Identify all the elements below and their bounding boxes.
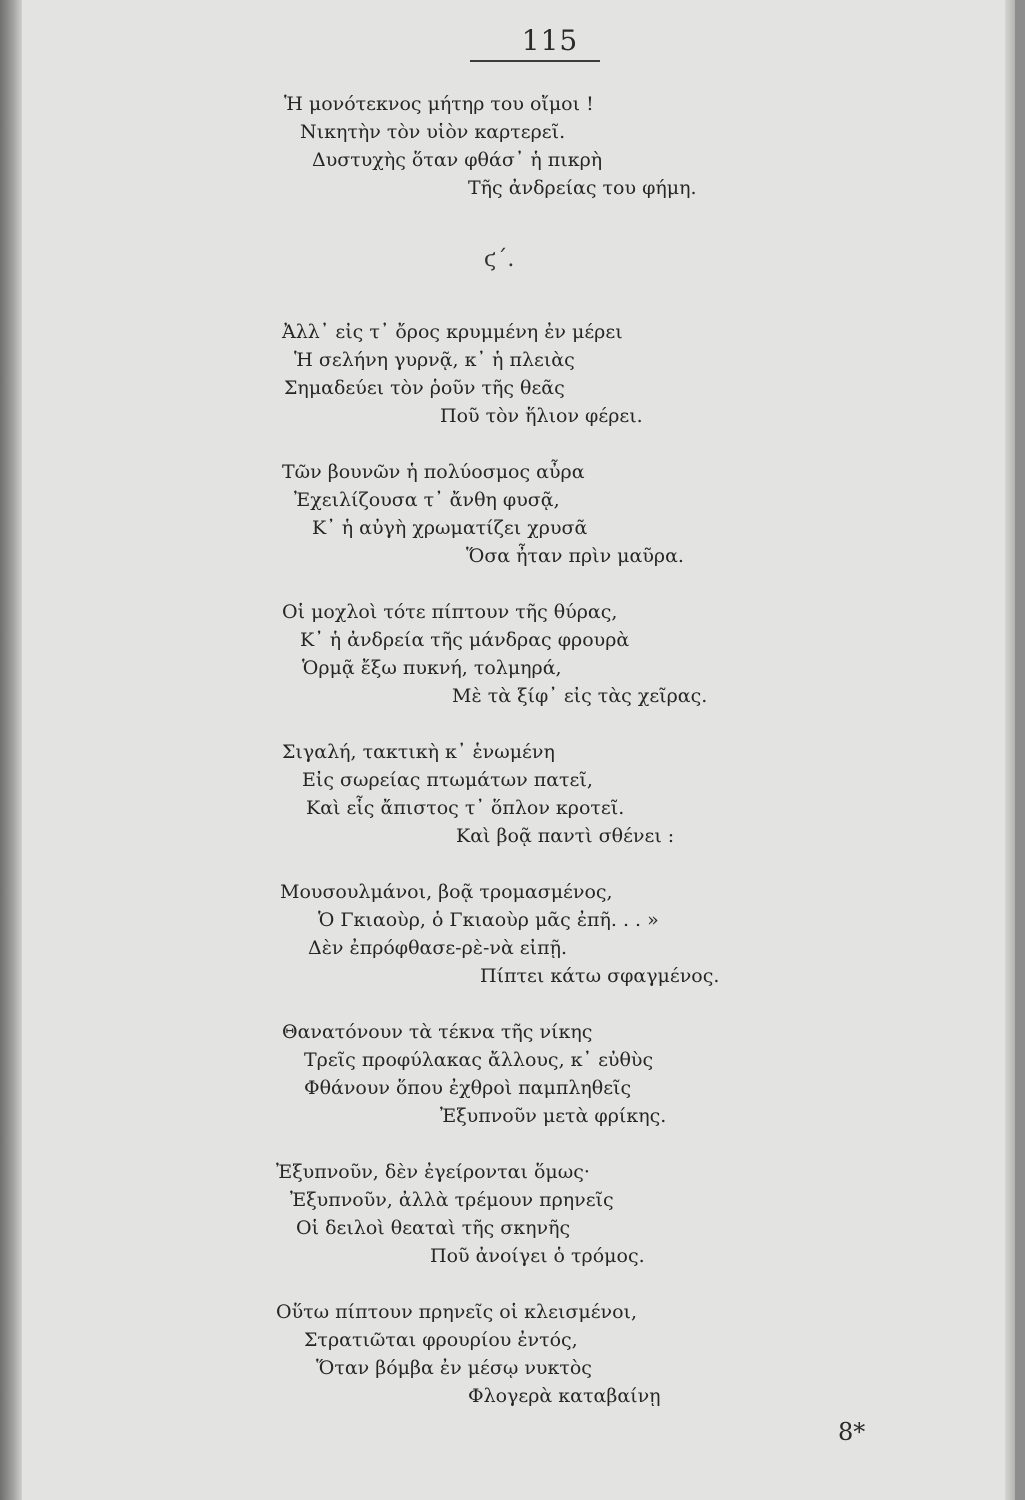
poem-line: Νικητὴν τὸν υἱὸν καρτερεῖ. <box>300 121 566 143</box>
poem-line: Καὶ εἷς ἄπιστος τ᾽ ὅπλον κροτεῖ. <box>306 797 625 819</box>
poem-line: Ποῦ ἀνοίγει ὁ τρόμος. <box>430 1245 645 1267</box>
section-numeral: ϛ΄. <box>484 247 515 272</box>
poem-line: Κ᾽ ἡ αὐγὴ χρωματίζει χρυσᾶ <box>312 517 588 539</box>
poem-line: Ἐξυπνοῦν, ἀλλὰ τρέμουν πρηνεῖς <box>290 1189 614 1211</box>
poem-line: Κ᾽ ἡ ἀνδρεία τῆς μάνδρας φρουρὰ <box>300 629 630 651</box>
poem-line: Ἀλλ᾽ εἰς τ᾽ ὄρος κρυμμένη ἐν μέρει <box>282 321 623 343</box>
poem-line: Δυστυχὴς ὅταν φθάσ᾽ ἡ πικρὴ <box>312 149 603 171</box>
poem-line: Εἰς σωρείας πτωμάτων πατεῖ, <box>302 769 593 791</box>
poem-line: Ἡ μονότεκνος μήτηρ του οἴμοι ! <box>284 93 594 115</box>
poem-line: Ἡ σελήνη γυρνᾷ, κ᾽ ἡ πλειὰς <box>294 349 575 371</box>
poem-line: Καὶ βοᾷ παντὶ σθένει : <box>456 825 675 847</box>
poem-line: Ἐξυπνοῦν, δὲν ἐγείρονται ὅμως· <box>276 1161 590 1183</box>
signature-mark: 8* <box>838 1418 866 1446</box>
poem-line: Φθάνουν ὅπου ἐχθροὶ παμπληθεῖς <box>304 1077 632 1099</box>
poem-line: Ἐξυπνοῦν μετὰ φρίκης. <box>440 1105 667 1127</box>
book-binding <box>0 0 22 1500</box>
poem-line: Τῆς ἀνδρείας του φήμη. <box>468 177 697 199</box>
poem-line: Ἐχειλίζουσα τ᾽ ἄνθη φυσᾷ, <box>294 489 560 511</box>
poem-line: Ὅταν βόμβα ἐν μέσῳ νυκτὸς <box>316 1357 592 1379</box>
poem-line: Τρεῖς προφύλακας ἄλλους, κ᾽ εὐθὺς <box>304 1049 654 1071</box>
poem-line: Ὅσα ἦταν πρὶν μαῦρα. <box>466 545 684 567</box>
poem-line: Πίπτει κάτω σφαγμένος. <box>480 965 720 987</box>
poem-line: Σιγαλή, τακτικὴ κ᾽ ἑνωμένη <box>282 741 555 763</box>
page-number: 115 <box>521 24 579 57</box>
poem-line: Οἱ μοχλοὶ τότε πίπτουν τῆς θύρας, <box>282 601 618 623</box>
poem-line: Τῶν βουνῶν ἡ πολύοσμος αὖρα <box>282 461 585 483</box>
page-number-rule <box>470 60 600 62</box>
poem-line: Μουσουλμάνοι, βοᾷ τρομασμένος, <box>280 881 613 903</box>
poem-line: Μὲ τὰ ξίφ᾽ εἰς τὰς χεῖρας. <box>452 685 708 707</box>
poem-line: Ποῦ τὸν ἥλιον φέρει. <box>440 405 643 427</box>
poem-line: Στρατιῶται φρουρίου ἐντός, <box>304 1329 578 1351</box>
poem-line: Ὁ Γκιαοὺρ, ὁ Γκιαοὺρ μᾶς ἐπῆ. . . » <box>318 909 659 931</box>
poem-line: Φλογερὰ καταβαίνῃ <box>468 1385 661 1407</box>
page-edge <box>1005 0 1015 1500</box>
poem-line: Οἱ δειλοὶ θεαταὶ τῆς σκηνῆς <box>296 1217 571 1239</box>
poem-line: Δὲν ἐπρόφθασε-ρὲ-νὰ εἰπῇ. <box>308 937 568 959</box>
poem-line: Θανατόνουν τὰ τέκνα τῆς νίκης <box>282 1021 593 1043</box>
poem-line: Οὕτω πίπτουν πρηνεῖς οἱ κλεισμένοι, <box>276 1301 638 1323</box>
poem-line: Ὁρμᾷ ἔξω πυκνή, τολμηρά, <box>302 657 562 679</box>
poem-line: Σημαδεύει τὸν ῥοῦν τῆς θεᾶς <box>284 377 565 399</box>
